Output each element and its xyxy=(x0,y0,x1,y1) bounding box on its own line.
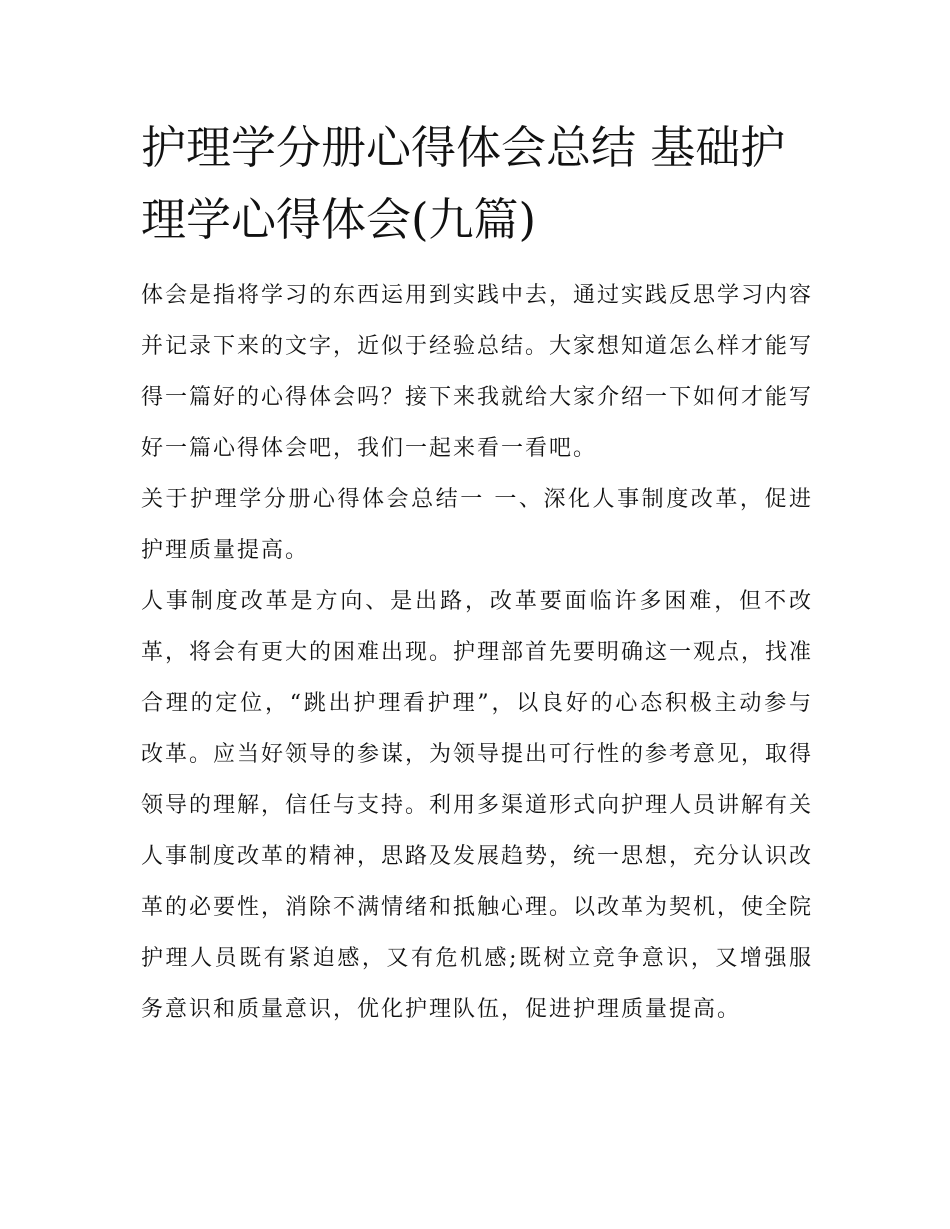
document-body xyxy=(141,112,813,1035)
document-title: 护理学分册心得体会总结 基础护理学心得体会(九篇) xyxy=(141,121,786,246)
intro-paragraph: 体会是指将学习的东西运用到实践中去，通过实践反思学习内容并记录下来的文字，近似于经验总结。大家想知道怎么样才能写得一篇好的心得体会吗？接下来我就给大家介绍一下如何才能写好一篇心得体会吧，我们一起来看一看吧。 xyxy=(141,283,814,461)
section-heading-paragraph: 关于护理学分册心得体会总结一 一、深化人事制度改革，促进护理质量提高。 xyxy=(141,487,813,563)
body-paragraph: 人事制度改革是方向、是出路，改革要面临许多困难，但不改革，将会有更大的困难出现。护理部首先要明确这一观点，找准合理的定位，“跳出护理看护理”，以良好的心态积极主动参与改革。应当好领导的参谋，为领导提出可行性的参考意见，取得领导的理解，信任与支持。利用多渠道形式向护理人员讲解有关人事制度改革的精神，思路及发展趋势，统一思想，充分认识改革的必要性，消除不满情绪和抵触心理。以改革为契机，使全院护理人员既有紧迫感，又有危机感;既树立竞争意识，又增强服务意识和质量意识，优化护理队伍，促进护理质量提高。 xyxy=(141,589,814,1022)
